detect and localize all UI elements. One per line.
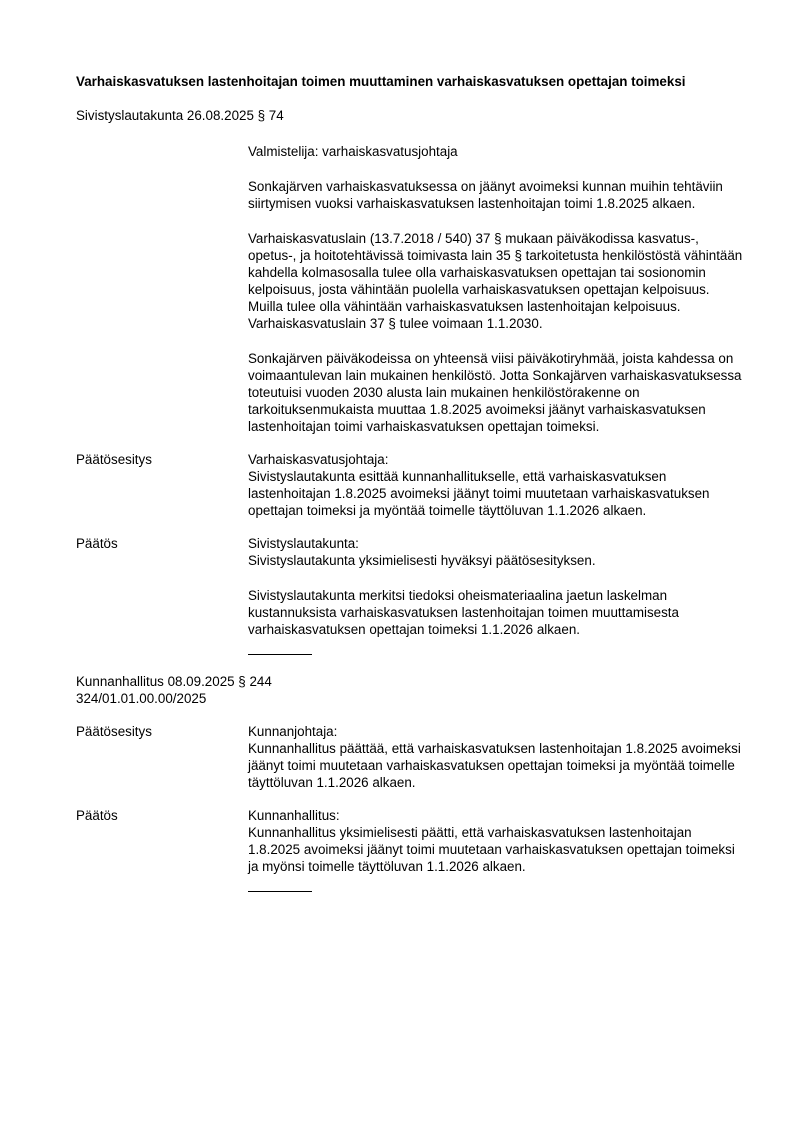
spacer [76, 707, 744, 723]
decision-block [76, 535, 744, 655]
decision-label: Päätös [76, 808, 118, 823]
section-end-rule [248, 654, 312, 655]
preparation-paragraph: Sonkajärven päiväkodeissa on yhteensä viisi päiväkotiryhmää, joista kahdessa on voimaantulevan lain mukainen henkilöstö. Jotta Sonkajärven varhaiskasvatuksessa toteutuisi vuoden 2030 alusta lain mukainen henkilöstörakenne on tarkoituksenmukaista muuttaa 1.8.2025 avoimeksi jäänyt varhaiskasvatuksen lastenhoitajan toimi varhaiskasvatuksen opettajan toimeksi. [248, 351, 742, 434]
section-end-rule [248, 891, 312, 892]
spacer [76, 519, 744, 535]
preparer-line: Valmistelija: varhaiskasvatusjohtaja [248, 144, 458, 159]
spacer [76, 435, 744, 451]
proposal-block [76, 451, 744, 519]
decision-author: Sivistyslautakunta: [248, 536, 359, 551]
decision-content [248, 535, 744, 655]
preparation-content [248, 143, 744, 435]
decision-author: Kunnanhallitus: [248, 808, 340, 823]
proposal-content [248, 723, 744, 791]
proposal-author: Varhaiskasvatusjohtaja: [248, 452, 389, 467]
preparation-block [76, 143, 744, 435]
preparation-paragraph: Varhaiskasvatuslain (13.7.2018 / 540) 37 § mukaan päiväkodissa kasvatus-, opetus-, ja hoitotehtävissä toimivasta lain 35 § tarkoitetusta henkilöstöstä vähintään kahdella kolmasosalla tulee olla varhaiskasvatuksen opettajan tai sosionomin kelpoisuus, josta vähintään puolella varhaiskasvatuksen opettajan kelpoisuus. Muilla tulee olla vähintään varhaiskasvatuksen lastenhoitajan kelpoisuus. Varhaiskasvatuslain 37 § tulee voimaan 1.1.2030. [248, 231, 743, 331]
record-id: 324/01.01.00.00/2025 [76, 691, 207, 706]
spacer [76, 90, 744, 107]
spacer [248, 212, 744, 230]
proposal-text: Kunnanhallitus päättää, että varhaiskasvatuksen lastenhoitajan 1.8.2025 avoimeksi jäänyt toimi muutetaan varhaiskasvatuksen opettajan toimeksi ja myöntää toimelle täyttöluvan 1.1.2026 alkaen. [248, 741, 741, 790]
proposal-label: Päätösesitys [76, 724, 152, 739]
proposal-content [248, 451, 744, 519]
decision-label: Päätös [76, 536, 118, 551]
spacer [76, 655, 744, 673]
spacer [248, 332, 744, 350]
decision-content [248, 807, 744, 892]
decision-note: Sivistyslautakunta merkitsi tiedoksi oheismateriaalina jaetun laskelman kustannuksista varhaiskasvatuksen lastenhoitajan toimen muuttamisesta varhaiskasvatuksen opettajan toimeksi 1.1.2026 alkaen. [248, 588, 679, 637]
preparation-paragraph: Sonkajärven varhaiskasvatuksessa on jäänyt avoimeksi kunnan muihin tehtäviin siirtymisen vuoksi varhaiskasvatuksen lastenhoitajan toimi 1.8.2025 alkaen. [248, 179, 723, 211]
empty-label [76, 143, 248, 435]
proposal-text: Sivistyslautakunta esittää kunnanhallitukselle, että varhaiskasvatuksen lastenhoitajan 1.8.2025 avoimeksi jäänyt toimi muutetaan varhaiskasvatuksen opettajan toimeksi ja myöntää toimelle täyttöluvan 1.1.2026 alkaen. [248, 469, 710, 518]
decision-text: Sivistyslautakunta yksimielisesti hyväksyi päätösesityksen. [248, 553, 596, 568]
proposal-author: Kunnanjohtaja: [248, 724, 338, 739]
proposal-label: Päätösesitys [76, 452, 152, 467]
decision-block [76, 807, 744, 892]
spacer [76, 791, 744, 807]
document-title: Varhaiskasvatuksen lastenhoitajan toimen muuttaminen varhaiskasvatuksen opettajan toimeksi [76, 74, 686, 89]
spacer [248, 569, 744, 587]
spacer [248, 160, 744, 178]
proposal-block [76, 723, 744, 791]
spacer [76, 124, 744, 143]
document-page [76, 73, 744, 892]
decision-text: Kunnanhallitus yksimielisesti päätti, että varhaiskasvatuksen lastenhoitajan 1.8.2025 avoimeksi jäänyt toimi muutetaan varhaiskasvatuksen opettajan toimeksi ja myönsi toimelle täyttöluvan 1.1.2026 alkaen. [248, 825, 735, 874]
meeting-heading: Kunnanhallitus 08.09.2025 § 244 [76, 674, 272, 689]
meeting-heading: Sivistyslautakunta 26.08.2025 § 74 [76, 108, 284, 123]
